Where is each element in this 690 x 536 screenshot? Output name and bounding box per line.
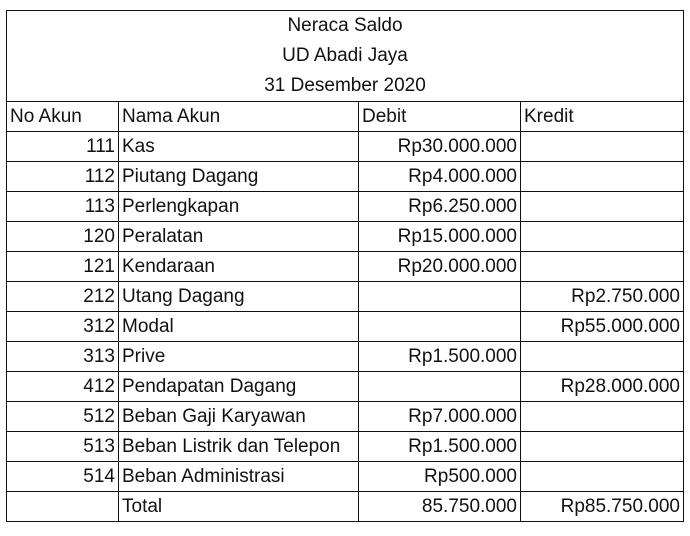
cell-nama-akun[interactable]: Kas bbox=[119, 132, 359, 162]
cell-kredit[interactable] bbox=[521, 252, 684, 282]
cell-no-akun[interactable]: 120 bbox=[7, 222, 119, 252]
cell-no-akun[interactable]: 112 bbox=[7, 162, 119, 192]
cell-debit[interactable]: Rp15.000.000 bbox=[359, 222, 521, 252]
cell-debit[interactable]: Rp7.000.000 bbox=[359, 402, 521, 432]
title-row bbox=[7, 11, 684, 42]
total-label[interactable]: Total bbox=[119, 492, 359, 522]
cell-nama-akun[interactable]: Perlengkapan bbox=[119, 192, 359, 222]
cell-kredit[interactable] bbox=[521, 402, 684, 432]
cell-no-akun[interactable]: 113 bbox=[7, 192, 119, 222]
cell-debit[interactable]: Rp500.000 bbox=[359, 462, 521, 492]
report-date: 31 Desember 2020 bbox=[7, 71, 684, 102]
cell-nama-akun[interactable]: Kendaraan bbox=[119, 252, 359, 282]
cell-nama-akun[interactable]: Pendapatan Dagang bbox=[119, 372, 359, 402]
table-row bbox=[7, 282, 684, 312]
total-debit[interactable]: 85.750.000 bbox=[359, 492, 521, 522]
table-row bbox=[7, 252, 684, 282]
cell-nama-akun[interactable]: Utang Dagang bbox=[119, 282, 359, 312]
cell-debit[interactable]: Rp1.500.000 bbox=[359, 432, 521, 462]
cell-kredit[interactable] bbox=[521, 162, 684, 192]
table-row bbox=[7, 402, 684, 432]
cell-no-akun[interactable]: 514 bbox=[7, 462, 119, 492]
total-kredit[interactable]: Rp85.750.000 bbox=[521, 492, 684, 522]
cell-no-akun[interactable]: 312 bbox=[7, 312, 119, 342]
date-row bbox=[7, 71, 684, 102]
cell-debit[interactable] bbox=[359, 312, 521, 342]
header-kredit: Kredit bbox=[521, 102, 684, 132]
cell-no-akun[interactable]: 512 bbox=[7, 402, 119, 432]
cell-no-akun[interactable]: 412 bbox=[7, 372, 119, 402]
cell-nama-akun[interactable]: Beban Gaji Karyawan bbox=[119, 402, 359, 432]
cell-no-akun[interactable]: 313 bbox=[7, 342, 119, 372]
table-row bbox=[7, 222, 684, 252]
document-title: Neraca Saldo bbox=[7, 11, 684, 42]
cell-nama-akun[interactable]: Piutang Dagang bbox=[119, 162, 359, 192]
table-row bbox=[7, 312, 684, 342]
cell-kredit[interactable] bbox=[521, 342, 684, 372]
cell-nama-akun[interactable]: Modal bbox=[119, 312, 359, 342]
trial-balance-sheet bbox=[6, 10, 683, 522]
cell-kredit[interactable] bbox=[521, 192, 684, 222]
cell-kredit[interactable] bbox=[521, 432, 684, 462]
cell-nama-akun[interactable]: Prive bbox=[119, 342, 359, 372]
table-row bbox=[7, 342, 684, 372]
cell-kredit[interactable] bbox=[521, 462, 684, 492]
header-nama-akun: Nama Akun bbox=[119, 102, 359, 132]
header-row bbox=[7, 102, 684, 132]
cell-no-akun[interactable]: 121 bbox=[7, 252, 119, 282]
company-row bbox=[7, 41, 684, 71]
table-row bbox=[7, 132, 684, 162]
table-row bbox=[7, 192, 684, 222]
header-no-akun: No Akun bbox=[7, 102, 119, 132]
total-no-akun[interactable] bbox=[7, 492, 119, 522]
cell-no-akun[interactable]: 111 bbox=[7, 132, 119, 162]
cell-kredit[interactable] bbox=[521, 222, 684, 252]
cell-kredit[interactable]: Rp28.000.000 bbox=[521, 372, 684, 402]
table-row bbox=[7, 372, 684, 402]
cell-debit[interactable] bbox=[359, 372, 521, 402]
table-row bbox=[7, 432, 684, 462]
cell-debit[interactable]: Rp20.000.000 bbox=[359, 252, 521, 282]
company-name: UD Abadi Jaya bbox=[7, 41, 684, 71]
cell-kredit[interactable] bbox=[521, 132, 684, 162]
cell-debit[interactable]: Rp1.500.000 bbox=[359, 342, 521, 372]
cell-kredit[interactable]: Rp2.750.000 bbox=[521, 282, 684, 312]
cell-kredit[interactable]: Rp55.000.000 bbox=[521, 312, 684, 342]
table-row bbox=[7, 462, 684, 492]
cell-debit[interactable]: Rp4.000.000 bbox=[359, 162, 521, 192]
total-row bbox=[7, 492, 684, 522]
cell-no-akun[interactable]: 212 bbox=[7, 282, 119, 312]
cell-no-akun[interactable]: 513 bbox=[7, 432, 119, 462]
table-row bbox=[7, 162, 684, 192]
cell-nama-akun[interactable]: Beban Administrasi bbox=[119, 462, 359, 492]
trial-balance-table bbox=[6, 10, 684, 522]
header-debit: Debit bbox=[359, 102, 521, 132]
cell-debit[interactable] bbox=[359, 282, 521, 312]
cell-nama-akun[interactable]: Beban Listrik dan Telepon bbox=[119, 432, 359, 462]
cell-debit[interactable]: Rp30.000.000 bbox=[359, 132, 521, 162]
cell-nama-akun[interactable]: Peralatan bbox=[119, 222, 359, 252]
cell-debit[interactable]: Rp6.250.000 bbox=[359, 192, 521, 222]
